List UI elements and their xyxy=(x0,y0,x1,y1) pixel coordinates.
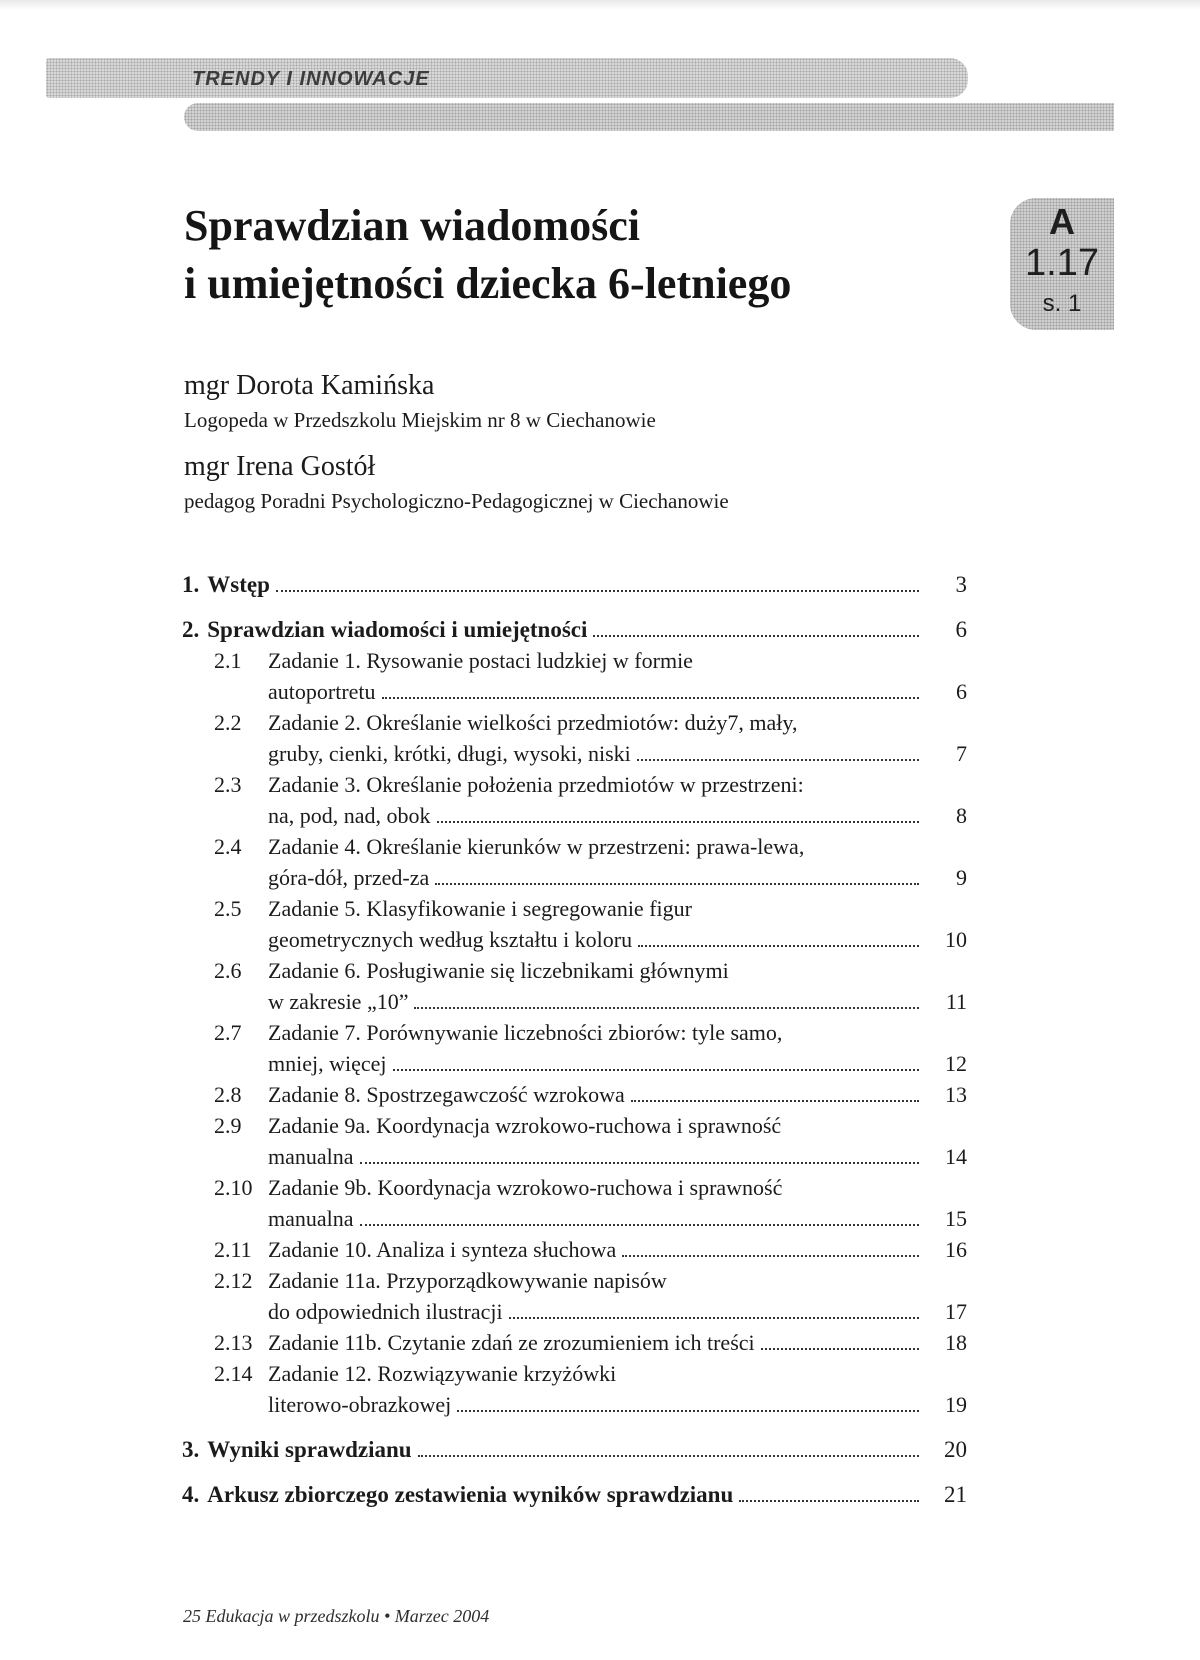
table-of-contents xyxy=(182,569,967,1510)
toc-title-text: Wyniki sprawdzianu xyxy=(207,1437,412,1462)
toc-page-number: 9 xyxy=(956,865,967,890)
header-band-lower xyxy=(184,103,1114,131)
dot-leader xyxy=(509,1317,919,1319)
toc-number: 1. xyxy=(182,572,200,597)
toc-title xyxy=(268,1079,925,1110)
badge-page: s. 1 xyxy=(1042,290,1082,317)
toc-number: 2.3 xyxy=(214,772,242,797)
toc-title-text: Arkusz zbiorczego zestawienia wyników sprawdzianu xyxy=(207,1482,734,1507)
toc-row-continuation xyxy=(182,924,967,955)
toc-section-2[interactable] xyxy=(182,614,967,1420)
toc-title xyxy=(268,862,925,893)
toc-title xyxy=(268,676,925,707)
toc-number: 2.10 xyxy=(214,1175,253,1200)
toc-row-continuation xyxy=(182,862,967,893)
dot-leader xyxy=(393,1069,919,1071)
toc-number: 2.4 xyxy=(214,834,242,859)
toc-section-4[interactable] xyxy=(182,1479,967,1510)
toc-title-text: Zadanie 2. Określanie wielkości przedmiotów: duży7, mały, xyxy=(268,710,798,735)
toc-page-number: 20 xyxy=(944,1437,967,1462)
toc-title xyxy=(268,1265,925,1296)
toc-row xyxy=(182,1110,967,1141)
dot-leader xyxy=(437,821,919,823)
toc-title xyxy=(268,1358,925,1389)
toc-row-continuation xyxy=(182,800,967,831)
toc-title xyxy=(268,986,925,1017)
toc-title-text: Zadanie 6. Posługiwanie się liczebnikami głównymi xyxy=(268,958,729,983)
toc-title xyxy=(268,893,925,924)
toc-title xyxy=(207,569,925,600)
title-line-1: Sprawdzian wiadomości xyxy=(184,201,640,250)
toc-subsection-2-4[interactable] xyxy=(182,831,967,893)
toc-subsection-2-1[interactable] xyxy=(182,645,967,707)
toc-subsection-2-5[interactable] xyxy=(182,893,967,955)
article-title xyxy=(184,197,964,313)
toc-title xyxy=(268,707,925,738)
toc-title-text: Zadanie 9b. Koordynacja wzrokowo-ruchowa i sprawność xyxy=(268,1175,783,1200)
toc-row xyxy=(182,614,967,645)
toc-number: 2. xyxy=(182,617,200,642)
toc-row-continuation xyxy=(182,1141,967,1172)
toc-subsection-2-9[interactable] xyxy=(182,1110,967,1172)
toc-title-text: gruby, cienki, krótki, długi, wysoki, niski xyxy=(268,741,631,766)
toc-title-text: Zadanie 7. Porównywanie liczebności zbiorów: tyle samo, xyxy=(268,1020,783,1045)
toc-title xyxy=(268,1296,925,1327)
toc-row xyxy=(182,645,967,676)
toc-title-text: manualna xyxy=(268,1206,354,1231)
toc-page-number: 6 xyxy=(956,679,967,704)
toc-spacer xyxy=(182,600,967,614)
toc-page-number: 17 xyxy=(945,1299,967,1324)
toc-subsection-2-3[interactable] xyxy=(182,769,967,831)
toc-number: 4. xyxy=(182,1482,200,1507)
toc-row-continuation xyxy=(182,1048,967,1079)
page-top-edge xyxy=(0,0,1200,10)
toc-title-text: Zadanie 3. Określanie położenia przedmiotów w przestrzeni: xyxy=(268,772,804,797)
toc-subsection-2-13[interactable] xyxy=(182,1327,967,1358)
toc-title xyxy=(268,1141,925,1172)
badge-letter: A xyxy=(1049,201,1075,242)
toc-title-text: Zadanie 8. Spostrzegawczość wzrokowa xyxy=(268,1082,625,1107)
dot-leader xyxy=(631,1100,919,1102)
toc-row xyxy=(182,955,967,986)
dot-leader xyxy=(761,1348,919,1350)
toc-title-text: Zadanie 11b. Czytanie zdań ze zrozumieniem ich treści xyxy=(268,1330,755,1355)
toc-title-text: góra-dół, przed-za xyxy=(268,865,430,890)
toc-title xyxy=(207,1434,925,1465)
toc-spacer xyxy=(182,1465,967,1479)
toc-title xyxy=(268,769,925,800)
toc-spacer xyxy=(182,1420,967,1434)
toc-row-continuation xyxy=(182,738,967,769)
toc-row-continuation xyxy=(182,1296,967,1327)
toc-title xyxy=(268,1110,925,1141)
toc-row xyxy=(182,1172,967,1203)
toc-page-number: 11 xyxy=(945,989,967,1014)
toc-title xyxy=(268,1234,925,1265)
toc-title xyxy=(268,1048,925,1079)
toc-subsection-2-11[interactable] xyxy=(182,1234,967,1265)
dot-leader xyxy=(622,1255,919,1257)
toc-row-continuation xyxy=(182,676,967,707)
author-1-name: mgr Dorota Kamińska xyxy=(184,370,435,401)
toc-title xyxy=(268,738,925,769)
toc-number: 2.2 xyxy=(214,710,242,735)
dot-leader xyxy=(382,697,919,699)
toc-title-text: manualna xyxy=(268,1144,354,1169)
toc-row-continuation xyxy=(182,986,967,1017)
toc-title xyxy=(268,1203,925,1234)
author-2-role: pedagog Poradni Psychologiczno-Pedagogicznej w Ciechanowie xyxy=(184,489,729,513)
dot-leader xyxy=(418,1455,919,1457)
header-band-upper xyxy=(46,58,968,98)
toc-subsection-2-14[interactable] xyxy=(182,1358,967,1420)
toc-subsection-2-8[interactable] xyxy=(182,1079,967,1110)
dot-leader xyxy=(638,945,919,947)
toc-subsection-2-10[interactable] xyxy=(182,1172,967,1234)
toc-title xyxy=(268,1172,925,1203)
dot-leader xyxy=(414,1007,919,1009)
toc-row xyxy=(182,569,967,600)
toc-title xyxy=(268,800,925,831)
toc-title xyxy=(268,924,925,955)
toc-page-number: 15 xyxy=(945,1206,967,1231)
toc-title-text: Zadanie 4. Określanie kierunków w przestrzeni: prawa-lewa, xyxy=(268,834,805,859)
toc-title-text: Wstęp xyxy=(207,572,270,597)
toc-title xyxy=(268,1327,925,1358)
toc-title-text: Zadanie 11a. Przyporządkowywanie napisów xyxy=(268,1268,667,1293)
toc-page-number: 14 xyxy=(945,1144,967,1169)
dot-leader xyxy=(739,1500,919,1502)
badge-number: 1.17 xyxy=(1025,242,1099,284)
dot-leader xyxy=(360,1224,919,1226)
toc-title xyxy=(268,955,925,986)
dot-leader xyxy=(637,759,919,761)
toc-number: 2.12 xyxy=(214,1268,253,1293)
toc-page-number: 18 xyxy=(945,1330,967,1355)
toc-page-number: 21 xyxy=(944,1482,967,1507)
dot-leader xyxy=(435,883,919,885)
toc-subsection-2-6[interactable] xyxy=(182,955,967,1017)
toc-page-number: 19 xyxy=(945,1392,967,1417)
toc-row xyxy=(182,769,967,800)
toc-row xyxy=(182,1434,967,1465)
toc-page-number: 13 xyxy=(945,1082,967,1107)
toc-number: 2.9 xyxy=(214,1113,242,1138)
toc-title-text: autoportretu xyxy=(268,679,376,704)
toc-page-number: 8 xyxy=(956,803,967,828)
toc-row xyxy=(182,831,967,862)
toc-page-number: 10 xyxy=(945,927,967,952)
dot-leader xyxy=(276,590,919,592)
series-label: TRENDY I INNOWACJE xyxy=(192,68,430,90)
toc-section-1[interactable] xyxy=(182,569,967,600)
page-footer: 25 Edukacja w przedszkolu • Marzec 2004 xyxy=(183,1606,490,1626)
toc-section-3[interactable] xyxy=(182,1434,967,1465)
toc-number: 2.13 xyxy=(214,1330,253,1355)
toc-row xyxy=(182,1234,967,1265)
toc-title xyxy=(207,1479,925,1510)
dot-leader xyxy=(593,635,919,637)
toc-number: 2.14 xyxy=(214,1361,253,1386)
toc-row xyxy=(182,893,967,924)
toc-row xyxy=(182,1265,967,1296)
toc-number: 2.1 xyxy=(214,648,242,673)
section-badge xyxy=(1010,198,1114,330)
toc-row-continuation xyxy=(182,1203,967,1234)
toc-row-continuation xyxy=(182,1389,967,1420)
toc-page-number: 6 xyxy=(955,617,967,642)
toc-title-text: w zakresie „10” xyxy=(268,989,409,1014)
toc-title xyxy=(268,1017,925,1048)
toc-title-text: geometrycznych według kształtu i koloru xyxy=(268,927,633,952)
toc-page-number: 16 xyxy=(945,1237,967,1262)
toc-subsection-2-2[interactable] xyxy=(182,707,967,769)
toc-page-number: 12 xyxy=(945,1051,967,1076)
toc-number: 2.5 xyxy=(214,896,242,921)
toc-title-text: Zadanie 10. Analiza i synteza słuchowa xyxy=(268,1237,617,1262)
toc-page-number: 3 xyxy=(955,572,967,597)
toc-title-text: Zadanie 12. Rozwiązywanie krzyżówki xyxy=(268,1361,617,1386)
toc-title-text: Zadanie 9a. Koordynacja wzrokowo-ruchowa i sprawność xyxy=(268,1113,782,1138)
toc-title-text: na, pod, nad, obok xyxy=(268,803,431,828)
toc-title xyxy=(268,1389,925,1420)
toc-row xyxy=(182,707,967,738)
toc-number: 2.6 xyxy=(214,958,242,983)
author-1-role: Logopeda w Przedszkolu Miejskim nr 8 w Ciechanowie xyxy=(184,408,656,432)
toc-number: 2.11 xyxy=(214,1237,252,1262)
toc-title-text: mniej, więcej xyxy=(268,1051,387,1076)
toc-title xyxy=(268,831,925,862)
toc-title-text: Zadanie 1. Rysowanie postaci ludzkiej w formie xyxy=(268,648,693,673)
toc-title-text: Zadanie 5. Klasyfikowanie i segregowanie figur xyxy=(268,896,692,921)
toc-subsection-list xyxy=(182,645,967,1420)
toc-title-text: Sprawdzian wiadomości i umiejętności xyxy=(207,617,588,642)
toc-subsection-2-7[interactable] xyxy=(182,1017,967,1079)
toc-page-number: 7 xyxy=(956,741,967,766)
toc-number: 3. xyxy=(182,1437,200,1462)
toc-title xyxy=(268,645,925,676)
toc-row xyxy=(182,1017,967,1048)
toc-row xyxy=(182,1479,967,1510)
toc-row xyxy=(182,1079,967,1110)
toc-subsection-2-12[interactable] xyxy=(182,1265,967,1327)
dot-leader xyxy=(360,1162,919,1164)
author-2-name: mgr Irena Gostół xyxy=(184,451,376,482)
toc-title-text: do odpowiednich ilustracji xyxy=(268,1299,503,1324)
toc-row xyxy=(182,1327,967,1358)
toc-row xyxy=(182,1358,967,1389)
dot-leader xyxy=(457,1410,919,1412)
toc-number: 2.8 xyxy=(214,1082,242,1107)
toc-title-text: literowo-obrazkowej xyxy=(268,1392,452,1417)
toc-title xyxy=(207,614,925,645)
toc-number: 2.7 xyxy=(214,1020,242,1045)
title-line-2: i umiejętności dziecka 6-letniego xyxy=(184,259,792,308)
